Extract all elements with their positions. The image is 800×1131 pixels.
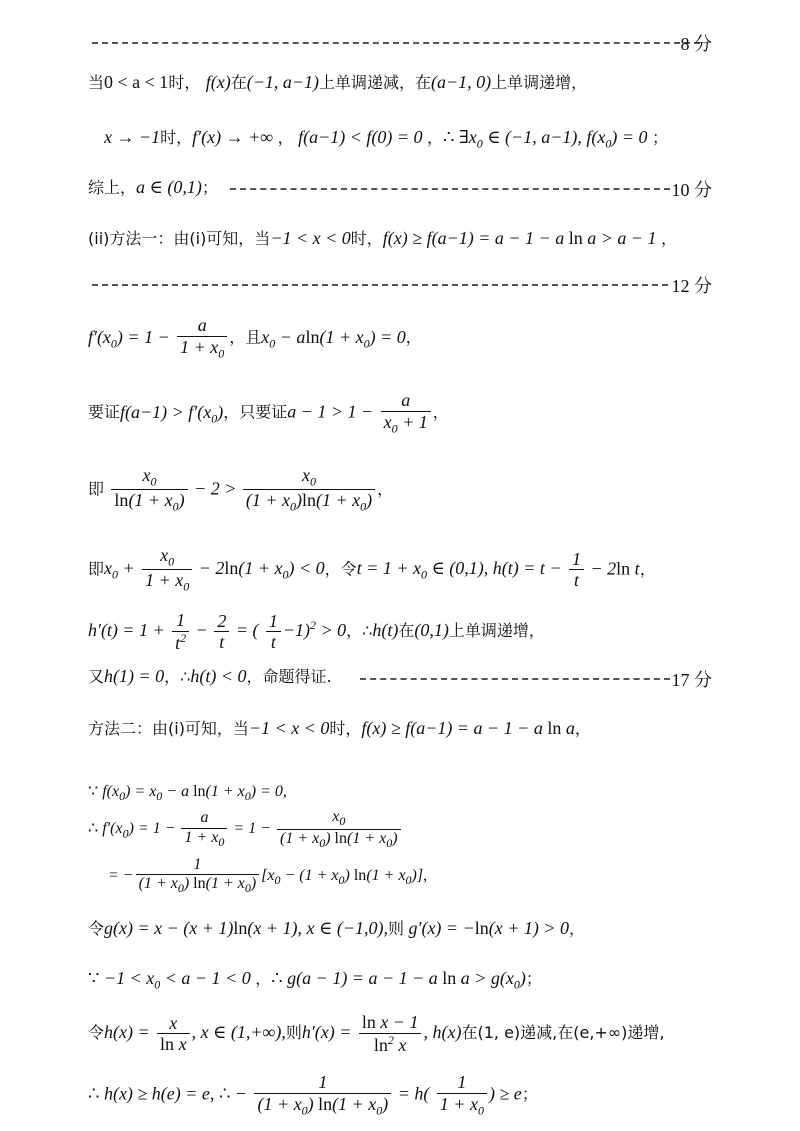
dash-separator-2 <box>230 188 670 190</box>
text-line-13: ∴ $f'(x_0) = 1$ − $\frac{a}{1 + x_0}$ = 1 − $\frac{x_0}{(1 + x_0) \ln(1 + x_0)}$ <box>88 808 403 851</box>
text-line-8: 即$x_0$ + $\frac{x_0}{1 + x_0}$ − $2\ln(1 + x_0) < 0$，令$t = 1 + x_0$ ∈ (0,1), h(t) = t − $\frac{1}{t}$ − 2ln t， <box>88 545 656 594</box>
score-12: 12 分 <box>671 276 712 296</box>
text-line-5: $f'(x_0) = 1$ − $\frac{a}{1 + x_0}$ ，且$x_0 - aln(1 + x_0) = 0$， <box>88 315 422 361</box>
text-line-2: x → −1时，f′(x) → +∞ ， f(a−1) < f(0) = 0 ，∴ $\exists x_0$ ∈ (−1, a−1), $f(x_0) = 0$ ； <box>104 127 668 151</box>
text-line-10: 又h(1) = 0，∴h(t) < 0，命题得证. <box>88 666 332 686</box>
dash-separator-4 <box>360 678 670 680</box>
text-line-6: 要证$f(a-1) > f'(x_0)$，只要证a − 1 > 1 − $\frac{a}{x_0 + 1}$ ， <box>88 390 449 436</box>
text-line-7: 即 $\frac{x_0}{\ln(1 + x_0)}$ − 2 > $\frac{x_0}{(1 + x_0)\ln(1 + x_0)}$ ， <box>88 465 394 514</box>
score-10: 10 分 <box>671 180 712 200</box>
text-line-12: ∵ $f(x_0) = x_0 - a$ $\ln(1 + x_0) = 0$, <box>88 783 287 804</box>
text-line-15: 令g(x) = x − (x + 1)ln(x + 1), x ∈ (−1,0),则 g′(x) = −ln(x + 1) > 0， <box>88 918 586 938</box>
text-line-3: 综上，a ∈ (0,1)； <box>88 177 218 197</box>
text-line-9: h′(t) = 1 + $\frac{1}{t^2}$ − $\frac{2}{t}$ = ( $\frac{1}{t}$ −1)$^2$ > 0，∴h(t)在(0,1)上单调递增， <box>88 610 545 653</box>
text-line-4: (ii)方法一：由(i)可知，当−1 < x < 0时，f(x) ≥ f(a−1) = a − 1 − a ln a > a − 1 ， <box>88 228 678 248</box>
dash-separator-3 <box>92 284 668 286</box>
dash-separator-1 <box>92 42 700 44</box>
text-line-11: 方法二：由(i)可知，当−1 < x < 0时，f(x) ≥ f(a−1) = a − 1 − a ln a， <box>88 718 591 738</box>
score-17: 17 分 <box>671 670 712 690</box>
text-line-14: = − $\frac{1}{(1 + x_0) \ln(1 + x_0)}$ $[x_0 - (1 + x_0) \ln(1 + x_0)]$, <box>108 856 428 896</box>
text-line-16: ∵ $-1 < x_0 < a - 1 < 0$ ，∴ g(a − 1) = a − 1 − a $\ln a > g(x_0)$； <box>88 968 542 992</box>
text-line-18: ∴ h(x) ≥ h(e) = e, ∴ − $\frac{1}{(1 + x_0) \ln(1 + x_0)}$ = h( $\frac{1}{1 + x_0}$ ) ≥ e； <box>88 1072 538 1118</box>
text-line-17: 令h(x) = $\frac{x}{\text{ln x}}$ , x ∈ (1,+∞),则h′(x) = $\frac{\text{ln x − 1}}{\ln^2 x}$ , h(x)在(1, e)递减,在(e,+∞)递增, <box>88 1012 665 1055</box>
text-line-1: 当0 < a < 1时， f(x)在(−1, a−1)上单调递减，在(a−1, 0)上单调递增， <box>88 72 588 92</box>
score-8: 8 分 <box>680 34 712 54</box>
